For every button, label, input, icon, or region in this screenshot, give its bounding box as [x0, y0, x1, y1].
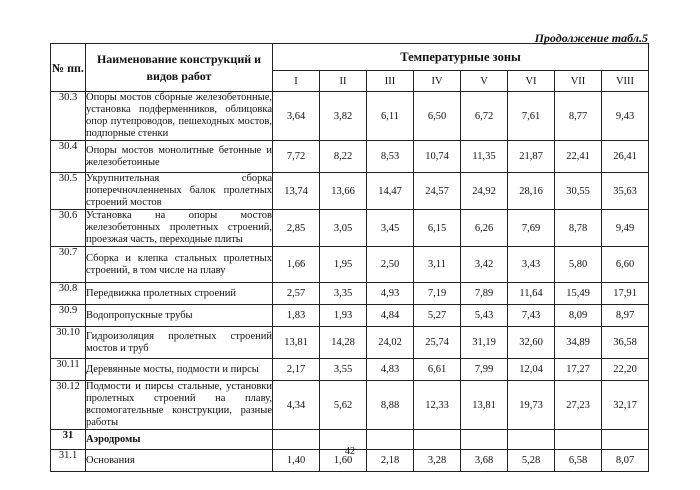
row-value: 6,58	[555, 450, 602, 472]
row-value: 21,87	[508, 141, 555, 173]
row-value: 6,60	[602, 247, 649, 283]
header-zone: IV	[414, 71, 461, 92]
row-value: 10,74	[414, 141, 461, 173]
row-value: 4,34	[273, 381, 320, 430]
header-zone: VI	[508, 71, 555, 92]
row-value: 12,33	[414, 381, 461, 430]
row-number: 30.11	[51, 359, 86, 381]
row-name: Установка на опоры мостов железобетонных пролетных строений, проезжая часть, переходные плиты	[86, 210, 272, 245]
header-zone: I	[273, 71, 320, 92]
header-zone: V	[461, 71, 508, 92]
row-value: 27,23	[555, 381, 602, 430]
row-value: 1,60	[320, 450, 367, 472]
row-value: 5,28	[508, 450, 555, 472]
section-number: 31	[51, 430, 86, 450]
row-value: 13,74	[273, 173, 320, 210]
row-value: 8,22	[320, 141, 367, 173]
row-value: 2,18	[367, 450, 414, 472]
row-value: 9,43	[602, 92, 649, 141]
row-value: 26,41	[602, 141, 649, 173]
row-value: 3,28	[414, 450, 461, 472]
row-name: Сборка и клепка стальных пролетных строений, в том числе на плаву	[86, 247, 273, 283]
row-value: 2,17	[273, 359, 320, 381]
row-value: 7,69	[508, 210, 555, 247]
row-value: 1,83	[273, 305, 320, 327]
row-name: Передвижка пролетных строений	[86, 283, 273, 305]
row-name: Подмости и пирсы стальные, установки пролетных строений на плаву, вспомогательные конструкции, разные работы	[86, 381, 272, 428]
row-value: 8,53	[367, 141, 414, 173]
row-value: 3,64	[273, 92, 320, 141]
table-row	[51, 92, 649, 141]
row-value: 8,97	[602, 305, 649, 327]
table-row	[51, 305, 649, 327]
row-name: Опоры мостов монолитные бетонные и железобетонные	[86, 141, 273, 173]
row-value: 36,58	[602, 327, 649, 359]
row-name: Основания	[86, 450, 273, 472]
row-number: 30.10	[51, 327, 86, 359]
row-value: 5,62	[320, 381, 367, 430]
row-value: 11,64	[508, 283, 555, 305]
row-value: 1,66	[273, 247, 320, 283]
row-value: 22,41	[555, 141, 602, 173]
row-value: 24,57	[414, 173, 461, 210]
table-row	[51, 173, 649, 210]
row-name: Деревянные мосты, подмости и пирсы	[86, 359, 273, 381]
row-value: 8,77	[555, 92, 602, 141]
row-value: 6,26	[461, 210, 508, 247]
row-value: 5,43	[461, 305, 508, 327]
row-value: 6,15	[414, 210, 461, 247]
table-row	[51, 381, 649, 430]
row-value: 13,81	[273, 327, 320, 359]
row-number: 30.5	[51, 173, 86, 210]
page-number: 42	[345, 446, 355, 457]
row-value: 5,27	[414, 305, 461, 327]
row-value: 17,27	[555, 359, 602, 381]
header-name: Наименование конструкций и видов работ	[86, 44, 273, 92]
row-name: Гидроизоляция пролетных строений мостов и труб	[86, 327, 273, 359]
header-zone: VIII	[602, 71, 649, 92]
row-value: 3,42	[461, 247, 508, 283]
row-value: 3,43	[508, 247, 555, 283]
row-value: 3,35	[320, 283, 367, 305]
header-zones: Температурные зоны	[273, 44, 649, 71]
row-value: 32,60	[508, 327, 555, 359]
row-value: 25,74	[414, 327, 461, 359]
table-row	[51, 247, 649, 283]
row-number: 30.3	[51, 92, 86, 141]
table-row	[51, 327, 649, 359]
row-value: 19,73	[508, 381, 555, 430]
table-row	[51, 210, 649, 247]
row-value: 34,89	[555, 327, 602, 359]
row-value: 32,17	[602, 381, 649, 430]
row-value: 22,20	[602, 359, 649, 381]
row-name: Укрупнительная сборка поперечночленненых балок пролетных строений мостов	[86, 173, 272, 208]
row-number: 31.1	[51, 450, 86, 472]
row-value: 6,11	[367, 92, 414, 141]
row-value: 1,95	[320, 247, 367, 283]
header-zone: III	[367, 71, 414, 92]
row-value: 4,84	[367, 305, 414, 327]
row-value: 3,45	[367, 210, 414, 247]
row-value: 7,43	[508, 305, 555, 327]
table-row	[51, 141, 649, 173]
row-value: 1,93	[320, 305, 367, 327]
table-row	[51, 359, 649, 381]
row-number: 30.12	[51, 381, 86, 430]
table-row	[51, 283, 649, 305]
header-zone: II	[320, 71, 367, 92]
row-name: Водопропускные трубы	[86, 305, 273, 327]
row-value: 3,05	[320, 210, 367, 247]
row-number: 30.4	[51, 141, 86, 173]
row-value: 12,04	[508, 359, 555, 381]
row-value: 8,09	[555, 305, 602, 327]
row-value: 35,63	[602, 173, 649, 210]
temperature-zones-table	[50, 43, 649, 472]
row-value: 2,85	[273, 210, 320, 247]
row-value: 4,93	[367, 283, 414, 305]
row-value: 3,55	[320, 359, 367, 381]
row-value: 31,19	[461, 327, 508, 359]
row-number: 30.8	[51, 283, 86, 305]
row-number: 30.9	[51, 305, 86, 327]
row-value: 8,78	[555, 210, 602, 247]
row-value: 7,19	[414, 283, 461, 305]
header-num: № пп.	[51, 44, 86, 92]
row-value: 5,80	[555, 247, 602, 283]
row-value: 1,40	[273, 450, 320, 472]
row-number: 30.6	[51, 210, 86, 247]
row-value: 14,28	[320, 327, 367, 359]
row-value: 17,91	[602, 283, 649, 305]
row-value: 8,07	[602, 450, 649, 472]
header-zone: VII	[555, 71, 602, 92]
row-value: 2,57	[273, 283, 320, 305]
row-value: 24,92	[461, 173, 508, 210]
row-value: 6,61	[414, 359, 461, 381]
row-value: 4,83	[367, 359, 414, 381]
row-value: 2,50	[367, 247, 414, 283]
row-value: 3,11	[414, 247, 461, 283]
row-value: 7,72	[273, 141, 320, 173]
row-value: 24,02	[367, 327, 414, 359]
row-value: 15,49	[555, 283, 602, 305]
row-value: 6,50	[414, 92, 461, 141]
row-number: 30.7	[51, 247, 86, 283]
row-value: 8,88	[367, 381, 414, 430]
row-value: 7,99	[461, 359, 508, 381]
row-value: 13,81	[461, 381, 508, 430]
row-value: 3,82	[320, 92, 367, 141]
row-value: 14,47	[367, 173, 414, 210]
row-name: Опоры мостов сборные железобетонные, установка подферменников, облицовка опор путепроводов, пешеходных мостов, подпорные стенки	[86, 92, 272, 139]
row-value: 30,55	[555, 173, 602, 210]
section-name: Аэродромы	[86, 430, 273, 450]
row-value: 9,49	[602, 210, 649, 247]
continuation-note: Продолжение табл.5	[534, 31, 648, 45]
row-value: 6,72	[461, 92, 508, 141]
row-value: 3,68	[461, 450, 508, 472]
row-value: 7,89	[461, 283, 508, 305]
row-value: 13,66	[320, 173, 367, 210]
row-value: 7,61	[508, 92, 555, 141]
row-value: 11,35	[461, 141, 508, 173]
row-value: 28,16	[508, 173, 555, 210]
